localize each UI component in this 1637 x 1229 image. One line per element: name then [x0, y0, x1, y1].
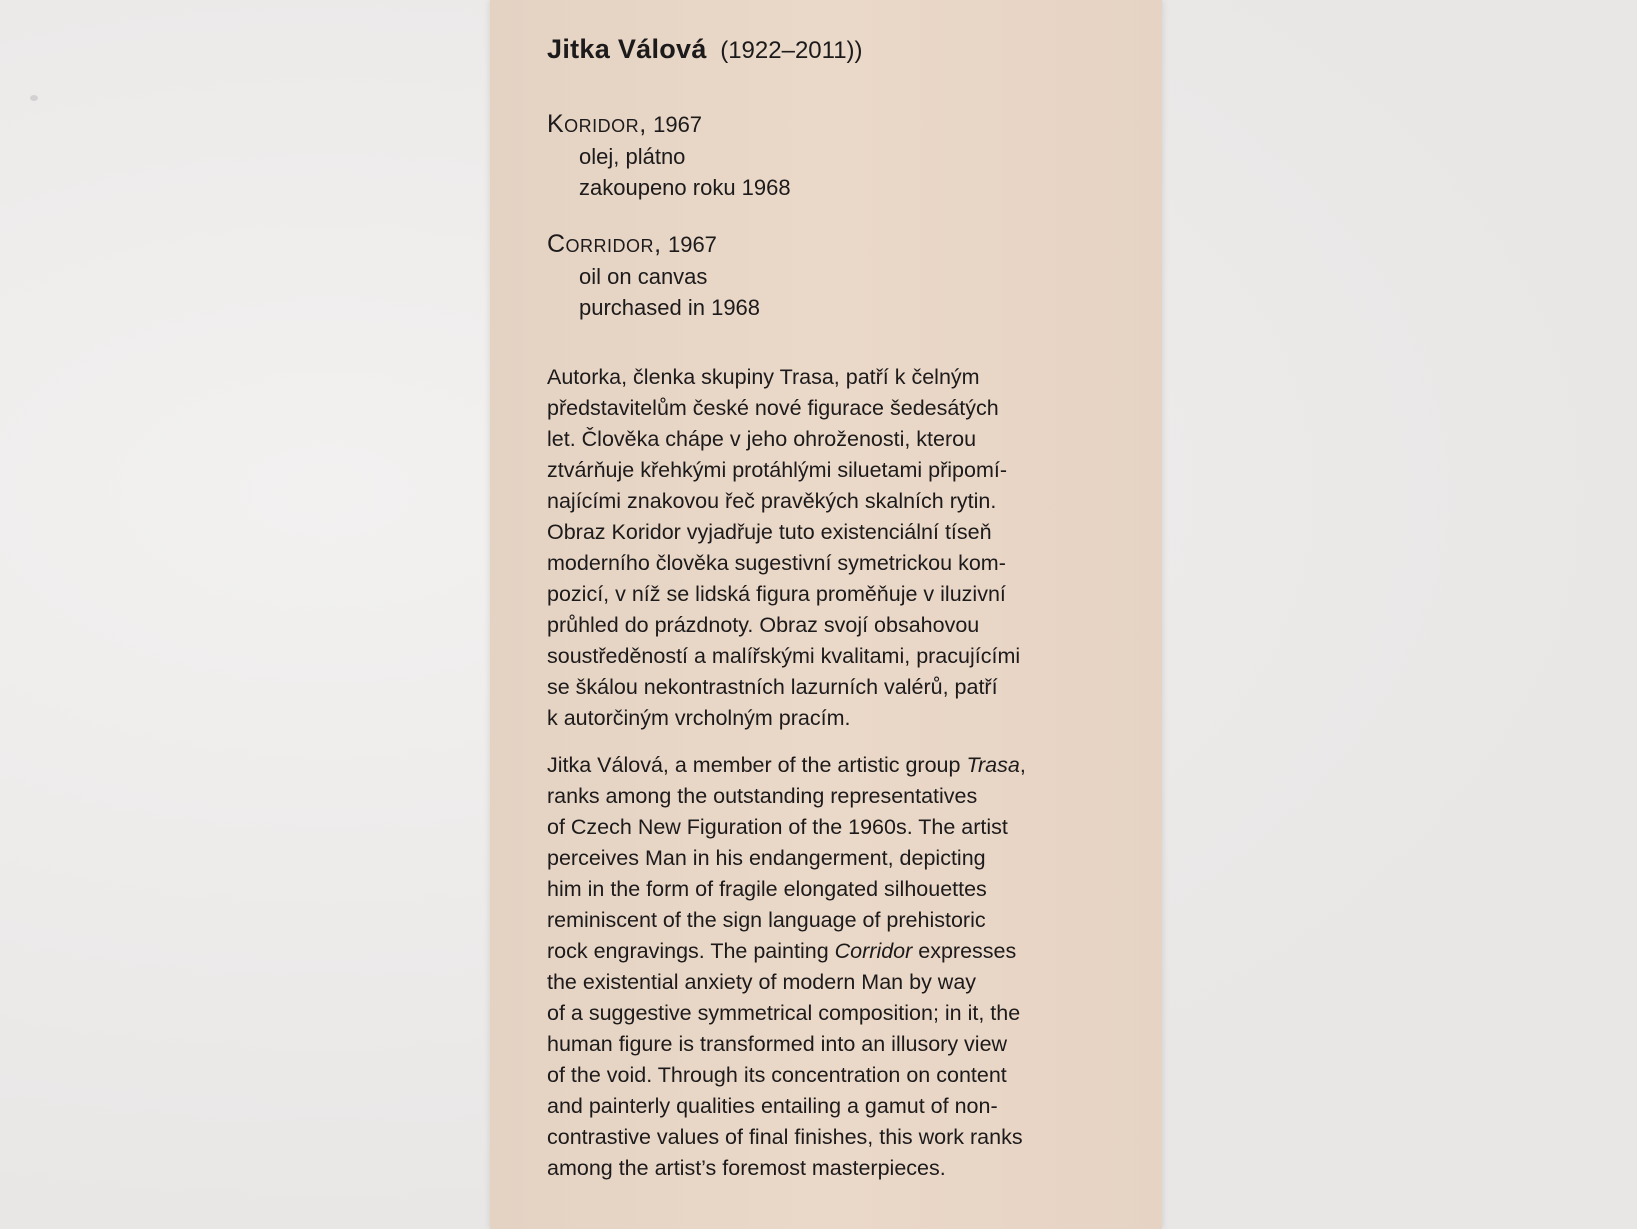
work-year: 1967 — [667, 232, 717, 257]
text-line — [547, 1091, 1026, 1122]
italic-title: Corridor — [834, 939, 913, 963]
text-line: let. Člověka chápe v jeho ohroženosti, kterou — [547, 427, 977, 451]
text-line: najícími znakovou řeč pravěkých skalních rytin. — [547, 489, 997, 513]
text-line — [547, 812, 1026, 843]
text-line: se škálou nekontrastních lazurních valérů, patří — [547, 675, 998, 699]
text-segment: perceives Man in his endangerment, depicting — [547, 846, 986, 870]
text-line: pozicí, v níž se lidská figura proměňuje v iluzivní — [547, 582, 1006, 606]
italic-title: Trasa — [966, 753, 1020, 777]
title-separator: , — [654, 230, 668, 258]
text-line — [547, 1153, 1026, 1184]
text-line — [547, 967, 1026, 998]
text-line — [547, 874, 1026, 905]
work-title-line — [547, 228, 760, 261]
wall-speck — [30, 95, 38, 101]
text-line: moderního člověka sugestivní symetrickou kom- — [547, 551, 1006, 575]
artist-dates: (1922–2011)) — [720, 37, 863, 64]
description-czech — [547, 362, 1020, 734]
text-line: soustředěností a malířskými kvalitami, pracujícími — [547, 644, 1021, 668]
work-acquisition: purchased in 1968 — [579, 295, 761, 320]
artist-name: Jitka Válová — [547, 34, 707, 64]
text-segment: Jitka Válová, a member of the artistic group — [547, 753, 967, 777]
text-line — [547, 1060, 1026, 1091]
text-segment: rock engravings. The painting — [547, 939, 835, 963]
text-line: k autorčiným vrcholným pracím. — [547, 706, 851, 730]
museum-wall-label — [490, 0, 1162, 1229]
work-title: Corridor — [547, 230, 655, 258]
work-info-czech — [547, 108, 791, 203]
work-acquisition: zakoupeno roku 1968 — [579, 175, 791, 200]
work-title: Koridor — [547, 110, 640, 138]
work-title-line — [547, 108, 791, 141]
text-line — [547, 843, 1026, 874]
text-segment: reminiscent of the sign language of prehistoric — [547, 908, 986, 932]
text-segment: , — [1019, 753, 1026, 777]
text-segment: the existential anxiety of modern Man by way — [547, 970, 977, 994]
text-line — [547, 750, 1026, 781]
text-segment: expresses — [912, 939, 1017, 963]
work-medium: oil on canvas — [579, 264, 708, 289]
text-segment: of a suggestive symmetrical composition; in it, the — [547, 1001, 1021, 1025]
text-line — [547, 1029, 1026, 1060]
work-info-english — [547, 228, 760, 323]
text-line: Autorka, členka skupiny Trasa, patří k čelným — [547, 365, 980, 389]
text-line — [547, 905, 1026, 936]
text-line: ztvárňuje křehkými protáhlými siluetami připomí- — [547, 458, 1008, 482]
text-segment: of Czech New Figuration of the 1960s. The artist — [547, 815, 1008, 839]
text-line — [547, 781, 1026, 812]
text-segment: ranks among the outstanding representatives — [547, 784, 978, 808]
text-segment: human figure is transformed into an illusory view — [547, 1032, 1008, 1056]
label-header — [547, 34, 863, 65]
text-segment: of the void. Through its concentration on content — [547, 1063, 1007, 1087]
text-line — [547, 1122, 1026, 1153]
text-line: průhled do prázdnoty. Obraz svojí obsahovou — [547, 613, 980, 637]
work-medium: olej, plátno — [579, 144, 686, 169]
text-segment: among the artist’s foremost masterpieces. — [547, 1156, 946, 1180]
description-english — [547, 750, 1026, 1184]
text-line: Obraz Koridor vyjadřuje tuto existenciální tíseň — [547, 520, 992, 544]
title-separator: , — [639, 110, 654, 138]
text-line — [547, 936, 1026, 967]
text-segment: and painterly qualities entailing a gamut of non- — [547, 1094, 998, 1118]
text-line — [547, 998, 1026, 1029]
work-year: 1967 — [653, 112, 703, 137]
text-line: představitelům české nové figurace šedesátých — [547, 396, 999, 420]
text-segment: him in the form of fragile elongated silhouettes — [547, 877, 987, 901]
text-segment: contrastive values of final finishes, this work ranks — [547, 1125, 1023, 1149]
